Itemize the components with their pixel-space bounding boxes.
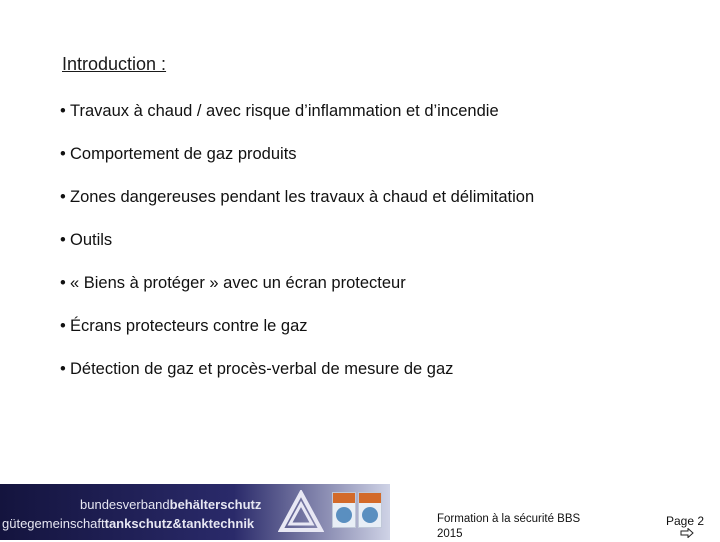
banner-quality-line bbox=[2, 516, 254, 531]
bullet-text: « Biens à protéger » avec un écran protecteur bbox=[70, 274, 406, 292]
triangle-logo-icon bbox=[278, 490, 324, 534]
list-item bbox=[60, 186, 534, 229]
bullet-text: Comportement de gaz produits bbox=[70, 145, 297, 163]
bullet-marker: • bbox=[60, 102, 66, 120]
list-item bbox=[60, 315, 534, 358]
bullet-marker: • bbox=[60, 274, 66, 292]
page-number: Page 2 bbox=[666, 514, 705, 528]
bullet-marker: • bbox=[60, 231, 66, 249]
slide-title: Introduction : bbox=[62, 54, 167, 74]
footer-caption-year: 2015 bbox=[437, 528, 463, 540]
bullet-text: Écrans protecteurs contre le gaz bbox=[70, 317, 308, 335]
list-item bbox=[60, 143, 534, 186]
bullet-marker: • bbox=[60, 360, 66, 378]
footer-caption bbox=[437, 512, 580, 542]
list-item bbox=[60, 272, 534, 315]
list-item bbox=[60, 100, 534, 143]
bullet-text: Outils bbox=[70, 231, 113, 249]
bullet-marker: • bbox=[60, 317, 66, 335]
banner-organization-line bbox=[80, 497, 261, 512]
bullet-text: Travaux à chaud / avec risque d’inflammation et d’incendie bbox=[70, 102, 499, 120]
arrow-right-icon[interactable] bbox=[680, 528, 694, 538]
footer-logo-banner bbox=[0, 484, 390, 540]
bullet-marker: • bbox=[60, 145, 66, 163]
list-item bbox=[60, 229, 534, 272]
banner-org-bold: behälterschutz bbox=[169, 497, 262, 512]
bullet-list bbox=[60, 100, 534, 401]
quality-seal-icon bbox=[358, 492, 382, 528]
bullet-marker: • bbox=[60, 188, 66, 206]
list-item bbox=[60, 358, 534, 401]
footer-caption-title: Formation à la sécurité BBS bbox=[437, 513, 581, 525]
banner-org-regular: bundesverband bbox=[80, 497, 170, 512]
bullet-text: Détection de gaz et procès-verbal de mesure de gaz bbox=[70, 360, 454, 378]
banner-quality-bold: tankschutz&tanktechnik bbox=[104, 516, 255, 531]
bullet-text: Zones dangereuses pendant les travaux à chaud et délimitation bbox=[70, 188, 535, 206]
banner-quality-regular: gütegemeinschaft bbox=[2, 516, 105, 531]
quality-seal-icon bbox=[332, 492, 356, 528]
